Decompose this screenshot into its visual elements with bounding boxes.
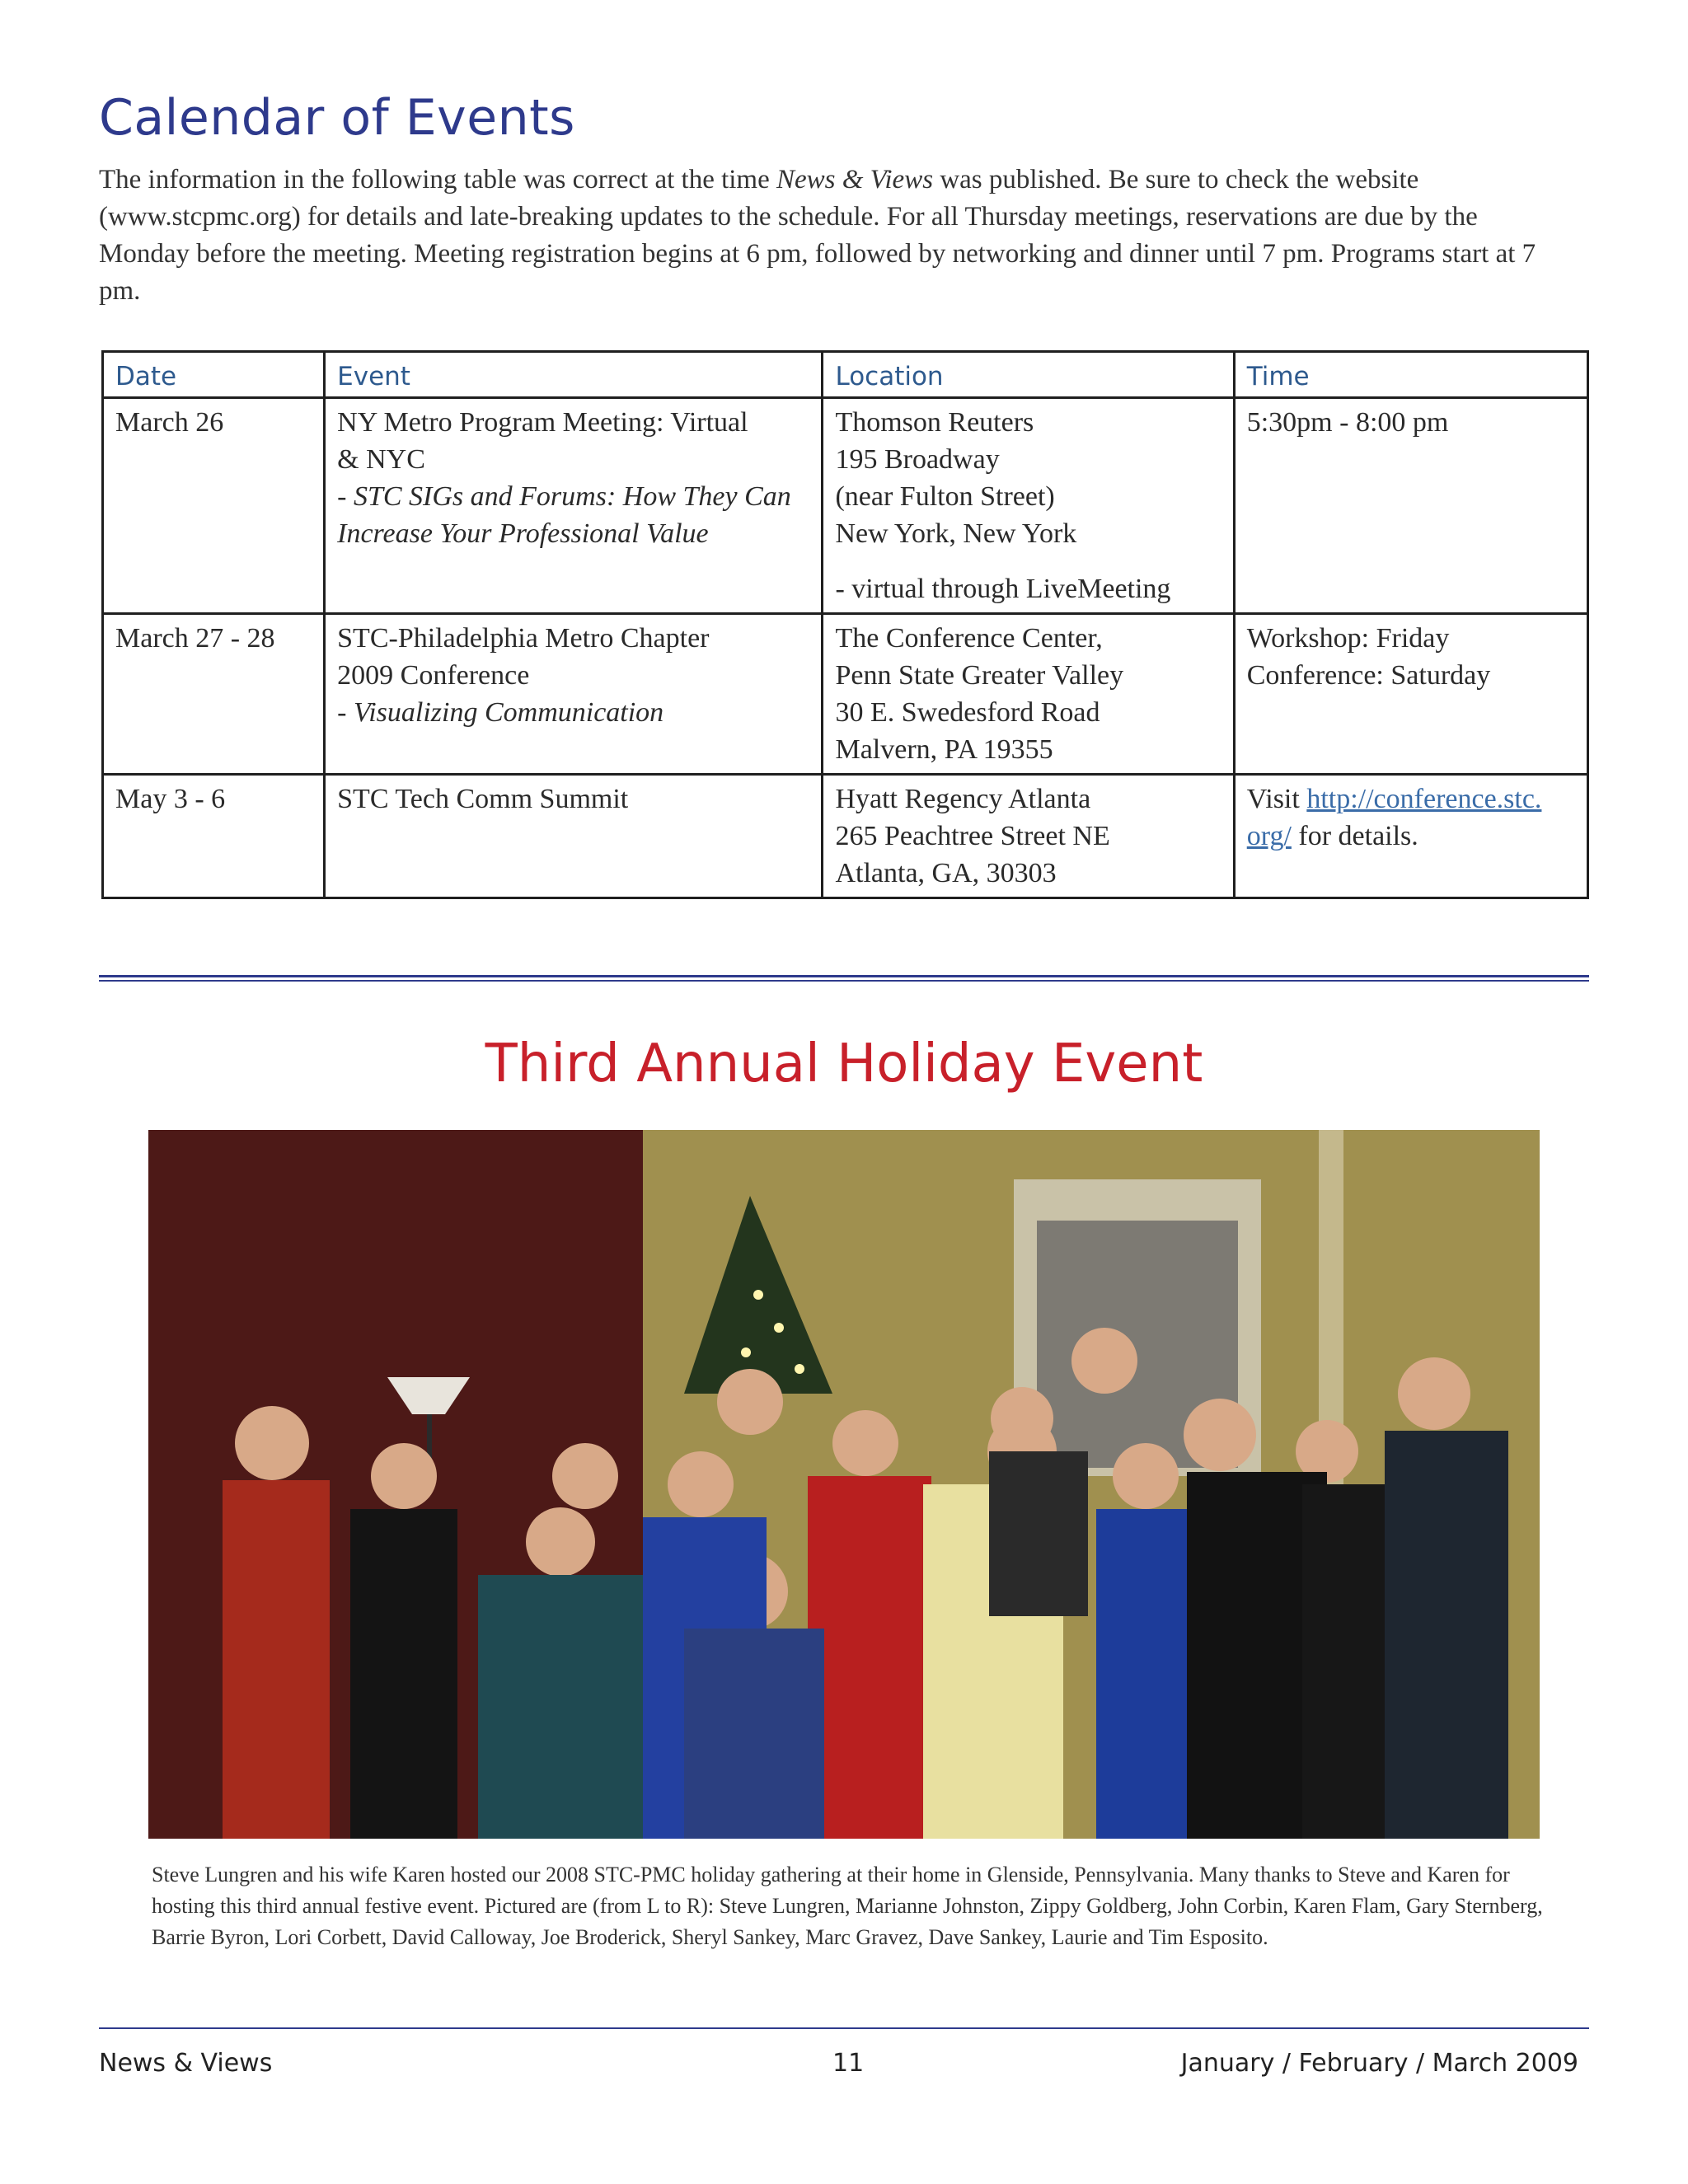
event-line: NY Metro Program Meeting: Virtual	[337, 407, 748, 438]
cell-location	[823, 614, 1234, 775]
cell-date: May 3 - 6	[103, 775, 325, 898]
cell-event	[325, 614, 823, 775]
time-line: Workshop: Friday	[1246, 623, 1450, 654]
location-line: Atlanta, GA, 30303	[835, 858, 1057, 888]
footer-page-number: 11	[832, 2049, 865, 2078]
table-header-row	[103, 352, 1588, 398]
cell-event	[325, 398, 823, 614]
intro-text-end: was published. Be sure to check the website (www.stcpmc.org) for details and late-breaking updates to the schedule. For all Thursday meetings, reservations are due by the Monday before the meeting. Meeting registration begins at 6 pm, followed by networking and dinner until 7 pm. Programs start at 7 pm.	[99, 165, 1536, 306]
cell-location	[823, 775, 1234, 898]
event-line: 2009 Conference	[337, 660, 530, 691]
time-prefix: Visit	[1246, 784, 1307, 814]
cell-time	[1234, 614, 1587, 775]
location-line: Malvern, PA 19355	[835, 734, 1053, 765]
location-virtual-note: - virtual through LiveMeeting	[835, 574, 1171, 604]
conference-link-continued[interactable]: org/	[1246, 821, 1292, 851]
table-row	[103, 398, 1588, 614]
cell-event: STC Tech Comm Summit	[325, 775, 823, 898]
holiday-group-photo	[148, 1130, 1540, 1839]
time-line: Conference: Saturday	[1246, 660, 1491, 691]
cell-time: 5:30pm - 8:00 pm	[1234, 398, 1587, 614]
holiday-section-title: Third Annual Holiday Event	[485, 1033, 1203, 1094]
table-row	[103, 614, 1588, 775]
events-table	[101, 350, 1589, 899]
footer-divider	[99, 2027, 1589, 2029]
location-line: (near Fulton Street)	[835, 481, 1055, 512]
location-line: Penn State Greater Valley	[835, 660, 1124, 691]
photo-illustration	[148, 1130, 1540, 1839]
event-line: STC-Philadelphia Metro Chapter	[337, 623, 710, 654]
event-subtitle: - STC SIGs and Forums: How They Can Increase Your Professional Value	[337, 481, 791, 549]
header-location: Location	[823, 352, 1234, 398]
time-suffix: for details.	[1291, 821, 1418, 851]
intro-paragraph	[99, 162, 1566, 310]
cell-date: March 26	[103, 398, 325, 614]
cell-time	[1234, 775, 1587, 898]
location-line: New York, New York	[835, 518, 1077, 549]
page-title: Calendar of Events	[99, 89, 575, 147]
cell-location	[823, 398, 1234, 614]
event-line: & NYC	[337, 444, 425, 475]
section-divider	[99, 975, 1589, 977]
conference-link[interactable]: http://conference.stc.	[1306, 784, 1542, 814]
footer-publication: News & Views	[99, 2049, 273, 2078]
intro-publication-name: News & Views	[776, 165, 934, 194]
location-line: Hyatt Regency Atlanta	[835, 784, 1091, 814]
time-line	[1247, 780, 1577, 818]
location-line: 265 Peachtree Street NE	[835, 821, 1110, 851]
section-divider	[99, 980, 1589, 982]
location-line: 30 E. Swedesford Road	[835, 697, 1100, 728]
table-row	[103, 775, 1588, 898]
intro-text-start: The information in the following table was correct at the time	[99, 165, 776, 194]
event-subtitle: - Visualizing Communication	[337, 697, 664, 728]
time-line	[1247, 818, 1577, 855]
cell-date: March 27 - 28	[103, 614, 325, 775]
photo-caption: Steve Lungren and his wife Karen hosted our 2008 STC-PMC holiday gathering at their home in Glenside, Pennsylvania. Many thanks to Steve and Karen for hosting this third annual festive event. Pictured are (from L to R): Steve Lungren, Marianne Johnston, Zippy Goldberg, John Corbin, Karen Flam, Gary Sternberg, Barrie Byron, Lori Corbett, David Calloway, Joe Broderick, Sheryl Sankey, Marc Gravez, Dave Sankey, Laurie and Tim Esposito.	[152, 1863, 1543, 1949]
location-line: The Conference Center,	[835, 623, 1103, 654]
location-line: 195 Broadway	[835, 444, 1000, 475]
footer-issue: January / February / March 2009	[1180, 2049, 1578, 2078]
header-event: Event	[325, 352, 823, 398]
header-time: Time	[1234, 352, 1587, 398]
location-spacer	[835, 552, 1222, 570]
header-date: Date	[103, 352, 325, 398]
location-line: Thomson Reuters	[835, 407, 1034, 438]
